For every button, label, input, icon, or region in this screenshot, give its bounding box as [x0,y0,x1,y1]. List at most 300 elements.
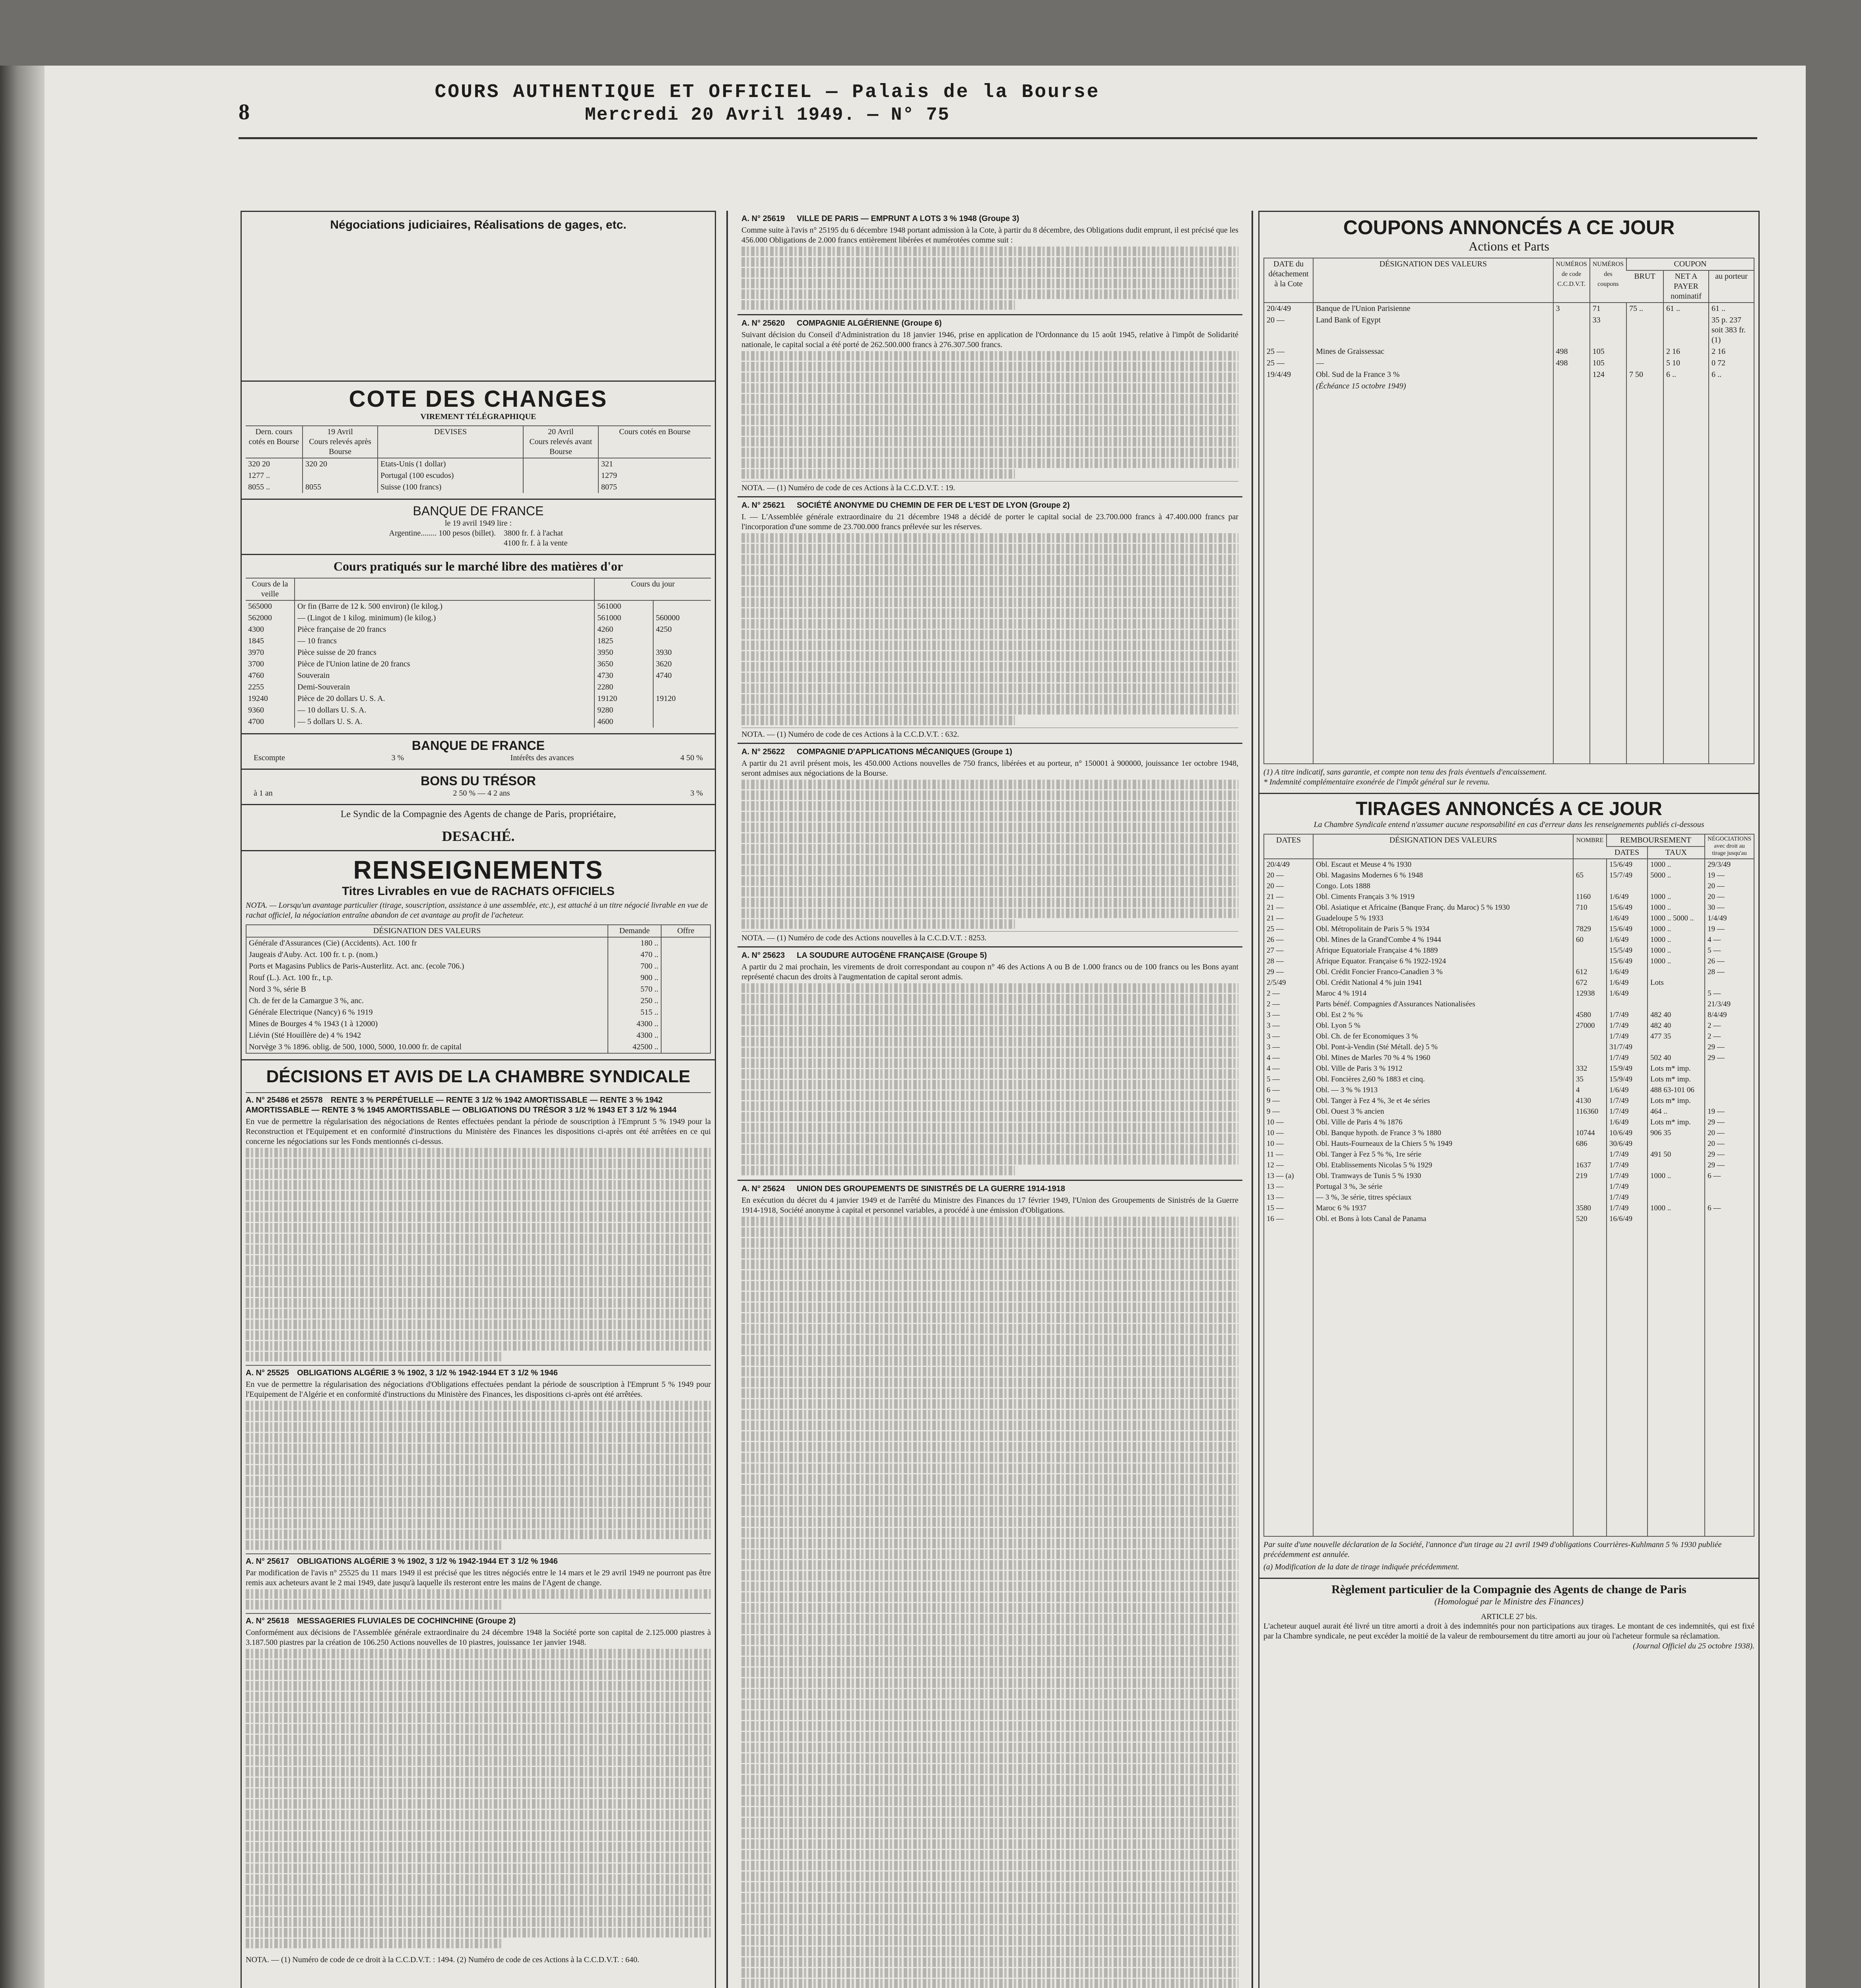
renseignements-row [246,1018,710,1030]
tirage-cell-date: 13 — [1267,1182,1284,1191]
tirage-cell-n: 60 [1573,934,1607,945]
avis-text-line [246,1670,711,1680]
or-cell-d: — 10 dollars U. S. A. [295,705,594,716]
or-cell-j2 [653,681,711,693]
tirage-row [1264,967,1754,977]
tirage-cell-n [1573,859,1607,870]
rens-design: Jaugeais d'Auby. Act. 100 fr. t. p. (nom.) [249,950,378,959]
tirage-row [1264,1181,1754,1192]
tirage-cell-ng: 1/4/49 [1705,913,1754,924]
avis-text-line [246,1810,711,1819]
tirage-cell-d: Obl. Pont-à-Vendin (Sté Métall. de) 5 % [1313,1042,1573,1052]
avances-value: 4 50 % [680,753,703,762]
avis-text-line [741,576,1238,586]
tirage-cell-ng: 6 — [1705,1171,1754,1181]
tirage-cell-n [1573,1052,1607,1063]
tirage-cell-t: 482 40 [1648,1020,1705,1031]
tirage-cell-rd: 1/6/49 [1607,967,1648,977]
avis-text-line [741,1861,1238,1870]
tirage-cell-ng: 19 — [1705,924,1754,934]
avis-text-line [741,1807,1238,1817]
or-row [246,716,711,728]
tirage-cell-t: 1000 .. [1648,891,1705,902]
negociations-title: Négociations judiciaires, Réalisations de gages, etc. [330,218,627,231]
avis-text-line [246,1778,711,1787]
changes-prev: 8055 .. [248,483,270,491]
avis-text-line [741,1914,1238,1924]
tirage-cell-date: 9 — [1267,1107,1280,1116]
tirage-row [1264,1128,1754,1138]
tirages-h-nego: NÉGOCIATIONS avec droit au tirage jusqu'au [1705,834,1754,859]
avis-number: A. N° 25620 [741,319,785,328]
avis-text-line [246,1320,711,1329]
tirage-cell-rd: 1/7/49 [1607,1106,1648,1117]
avis-text-line [741,598,1238,607]
avis-text-line [741,1710,1238,1720]
tirage-cell-t [1648,1160,1705,1171]
banque-france-1 [242,500,715,555]
avis-text-line [246,1703,711,1712]
syndic-section [242,805,715,851]
avis-text-line [741,855,1238,864]
tirage-cell-n: 27000 [1573,1020,1607,1031]
avis-text-line [741,1839,1238,1849]
avis-text-line [741,1893,1238,1903]
escompte-value: 3 % [391,753,404,762]
tirage-row [1264,1042,1754,1052]
changes-h-date1: 19 Avril [327,427,353,436]
tirage-row [1264,881,1754,891]
avis-text-line [741,1753,1238,1763]
tirage-cell-ng: 28 — [1705,967,1754,977]
tirage-cell-t [1648,1192,1705,1203]
tirage-cell-date: 4 — [1267,1064,1280,1073]
coupon-row [1264,303,1754,315]
or-cell-j2 [653,635,711,647]
renseignements-row [246,937,710,949]
avis-text-line [741,405,1238,414]
avis-text-line [246,1223,711,1233]
avis-text-line [741,780,1238,789]
coupon-cell-code: 3 [1553,303,1590,315]
avis-block [737,497,1242,744]
or-cell-j1: 3650 [594,658,653,670]
tirage-cell-ng [1705,977,1754,988]
tirage-cell-t [1648,988,1705,999]
rens-demande: 4300 .. [608,1018,661,1030]
or-cell-d: Demi-Souverain [295,681,594,693]
avis-number: A. N° 25618 [246,1617,289,1625]
avis-text-line [741,1292,1238,1301]
renseignements-nota: NOTA. — Lorsqu'un avantage particulier (tirage, souscription, assistance à une assemblée, etc.), est attaché à un titre négocié livrable en vue de rachat officiel, la négociation entraîne abandon de cet avantage au profit de l'acheteur. [246,901,708,920]
tirage-cell-n: 1160 [1573,891,1607,902]
tirage-row [1264,1095,1754,1106]
decision-avis [246,1365,711,1553]
avis-text-line [741,1005,1238,1014]
tirage-row [1264,1213,1754,1224]
tirage-cell-ng: 21/3/49 [1705,999,1754,1010]
or-cell-d: — 5 dollars U. S. A. [295,716,594,728]
tirage-cell-ng: 6 — [1705,1203,1754,1213]
avis-title: UNION DES GROUPEMENTS DE SINISTRÉS DE LA GUERRE 1914-1918 [797,1184,1065,1193]
coupon-cell-d: Obl. Sud de la France 3 % [1313,369,1553,381]
avis-text-line [246,1454,711,1464]
avis-text-line [741,1281,1238,1291]
avis-text-line [741,909,1238,918]
reglement-title: Règlement particulier de la Compagnie des Agents de change de Paris [1331,1583,1686,1596]
avis-text-line [246,1939,502,1948]
tirage-cell-d: Afrique Equatoriale Française 4 % 1889 [1313,945,1573,956]
tirage-cell-n [1573,945,1607,956]
avis-text-line [246,1692,711,1701]
coupon-cell-date: 20/4/49 [1267,304,1291,313]
avis-text-line [246,1508,711,1518]
coupons-h-brut: BRUT [1626,270,1663,303]
tirage-cell-t: 488 63-101 06 [1648,1085,1705,1095]
changes-cote: 1279 [598,470,711,481]
avis-text-line [246,1788,711,1798]
changes-devise: Suisse (100 francs) [378,481,523,493]
tirage-cell-n: 10744 [1573,1128,1607,1138]
coupons-table [1263,258,1754,764]
avis-text-line [246,1234,711,1243]
tirage-row [1264,1203,1754,1213]
tirage-cell-ng: 29 — [1705,1117,1754,1128]
changes-row [246,481,711,493]
tirage-cell-date: 5 — [1267,1075,1280,1083]
header-line1: COURS AUTHENTIQUE ET OFFICIEL — Palais de la Bourse [435,82,1100,103]
avis-text-line [246,1885,711,1895]
tirage-cell-d: Obl. Mines de Marles 70 % 4 % 1960 [1313,1052,1573,1063]
avis-text-line [246,1649,711,1658]
decisions-nota: NOTA. — (1) Numéro de code de ce droit à la C.C.D.V.T. : 1494. (2) Numéro de code de ces Actions à la C.C.D.V.T. : 640. [246,1955,640,1964]
avis-text-line [246,1202,711,1211]
avis-text-line [246,1180,711,1190]
tirage-cell-rd: 1/7/49 [1607,1149,1648,1160]
tirage-cell-rd: 16/6/49 [1607,1213,1648,1224]
tirage-cell-rd: 15/9/49 [1607,1063,1648,1074]
avis-text-line [741,1431,1238,1441]
tirage-cell-d: Obl. Ville de Paris 4 % 1876 [1313,1117,1573,1128]
avis-text-line [741,351,1238,361]
avis-text-line [741,1069,1238,1079]
avis-text-line [741,651,1238,661]
avis-text-line [741,415,1238,425]
coupons-title: COUPONS ANNONCÉS A CE JOUR [1343,216,1675,239]
avis-text-line [741,533,1238,543]
or-cell-j1: 2280 [594,681,653,693]
column-divider-2 [1252,211,1253,1988]
tirage-row [1264,1138,1754,1149]
tirage-cell-rd: 1/7/49 [1607,1203,1648,1213]
or-cell-d: Souverain [295,670,594,681]
or-row [246,600,711,612]
changes-prev: 320 20 [248,460,270,468]
coupon-cell-port: 6 .. [1709,369,1754,381]
rens-demande: 180 .. [608,937,661,949]
coupon-cell-nom: 61 .. [1663,303,1709,315]
avis-text-line [741,1882,1238,1892]
avis-text-line [246,1530,711,1539]
avis-text-line [741,1603,1238,1613]
tirage-row [1264,1031,1754,1042]
tirage-cell-date: 10 — [1267,1129,1284,1137]
avis-text-line [246,1352,502,1361]
changes-relev: 8055 [303,481,378,493]
tirage-cell-d: Obl. Ch. de fer Economiques 3 % [1313,1031,1573,1042]
avis-text-line [741,1335,1238,1344]
avis-text-line [741,1474,1238,1484]
coupon-cell-date: 25 — [1267,347,1285,356]
rens-offre [661,1007,710,1018]
tirage-cell-rd: 15/6/49 [1607,902,1648,913]
or-cell-v: 2255 [248,683,264,691]
rens-design: Générale d'Assurances (Cie) (Accidents). Act. 100 fr [249,939,417,947]
avis-text-line [246,1255,711,1265]
or-cell-v: 19240 [248,694,268,703]
coupon-row [1264,346,1754,357]
renseignements-row [246,1030,710,1041]
avis-number: A. N° 25622 [741,747,785,756]
avis-text-line [246,1148,711,1157]
tirage-cell-d: Parts bénéf. Compagnies d'Assurances Nationalisées [1313,999,1573,1010]
tirage-cell-t: 482 40 [1648,1010,1705,1020]
avis-text-line [741,1743,1238,1752]
avis-text-line [741,544,1238,553]
avis-text-line [741,1026,1238,1036]
tirage-cell-t: 1000 .. [1648,934,1705,945]
changes-h-prev: Dern. cours cotés en Bourse [246,426,303,458]
avis-text-line [741,641,1238,650]
decisions-title: DÉCISIONS ET AVIS DE LA CHAMBRE SYNDICALE [266,1067,691,1086]
tirage-cell-t [1648,1138,1705,1149]
avis-text-line [741,1324,1238,1334]
tirage-cell-n: 710 [1573,902,1607,913]
banque2-title: BANQUE DE FRANCE [411,738,545,753]
tirage-cell-n: 35 [1573,1074,1607,1085]
reglement-article: ARTICLE 27 bis. [1481,1612,1537,1621]
or-cell-j1: 4260 [594,624,653,635]
avis-text-line [741,705,1238,714]
coupon-cell-port: 2 16 [1709,346,1754,357]
coupons-h-date: DATE du détachement à la Cote [1264,258,1313,303]
avis-text-line [741,437,1238,447]
avis-text-line [741,1571,1238,1580]
tirage-row [1264,1106,1754,1117]
tirage-cell-ng: 5 — [1705,945,1754,956]
tirage-row [1264,891,1754,902]
tirage-cell-date: 13 — [1267,1193,1284,1202]
tirage-cell-rd: 1/6/49 [1607,988,1648,999]
coupons-note2: * Indemnité complémentaire exonérée de l'impôt général sur le revenu. [1263,778,1490,786]
bons-a: à 1 an [254,789,273,798]
tirage-cell-date: 29 — [1267,968,1284,976]
changes-table [246,425,711,493]
avis-text-line [246,1589,711,1599]
avis-text-line [246,1600,502,1609]
coupon-cell-num: 33 [1590,315,1626,346]
renseignements-subtitle: Titres Livrables en vue de RACHATS OFFICIELS [342,885,615,898]
avis-text-line [741,1904,1238,1913]
coupon-cell-date: 20 — [1267,316,1285,324]
avis-text-line [246,1831,711,1841]
tirage-cell-d: Obl. Est 2 % % [1313,1010,1573,1020]
coupon-cell-nom: 5 10 [1663,357,1709,369]
avis-text-line [741,565,1238,575]
avis-text-line [741,1646,1238,1656]
avis-number: A. N° 25624 [741,1184,785,1193]
tirage-row [1264,870,1754,881]
tirage-cell-ng: 20 — [1705,1138,1754,1149]
coupons-note1: (1) A titre indicatif, sans garantie, et compte non tenu des frais éventuels d'encaissement. [1263,768,1547,777]
tirage-cell-t: Lots m* imp. [1648,1074,1705,1085]
avis-text-line [741,1775,1238,1784]
avis-lead: I. — L'Assemblée générale extraordinaire du 21 décembre 1948 a décidé de porter le capital social de 23.700.000 francs à 47.400.000 francs par l'incorporation d'une somme de 23.700.000 francs prélevée sur les réserves. [741,513,1238,531]
tirage-cell-date: 21 — [1267,914,1284,922]
tirage-cell-t: Lots m* imp. [1648,1063,1705,1074]
tirage-cell-date: 11 — [1267,1150,1284,1159]
coupons-h-num: NUMÉROS des coupons [1590,258,1626,303]
avis-text-line [741,1101,1238,1111]
tirage-cell-n: 4130 [1573,1095,1607,1106]
rens-demande: 515 .. [608,1007,661,1018]
rens-h-demande: Demande [608,925,661,937]
tirages-h-remb: REMBOURSEMENT [1607,834,1705,846]
tirage-cell-rd: 15/7/49 [1607,870,1648,881]
avis-title: MESSAGERIES FLUVIALES DE COCHINCHINE (Groupe 2) [297,1617,516,1625]
tirage-cell-rd: 1/7/49 [1607,1160,1648,1171]
avis-text-line [741,426,1238,436]
or-row [246,681,711,693]
avis-block [737,1181,1242,1988]
or-row [246,635,711,647]
coupon-cell-nom [1663,315,1709,346]
avis-lead: En exécution du décret du 4 janvier 1949 et de l'arrêté du Ministre des Finances du 17 février 1949, l'Union des Groupements de Sinistrés de la Guerre 1914-1918, Société anonyme à capital et personnel variables, a procédé à une émission d'Obligations. [741,1196,1238,1215]
tirage-cell-date: 3 — [1267,1021,1280,1030]
avis-text-line [741,994,1238,1004]
avis-text-line [741,279,1238,288]
column-3 [1258,211,1760,1988]
avis-title: OBLIGATIONS ALGÉRIE 3 % 1902, 3 1/2 % 1942-1944 ET 3 1/2 % 1946 [297,1369,558,1377]
tirage-cell-date: 16 — [1267,1215,1284,1223]
coupon-cell-code [1553,369,1590,381]
avis-nota: NOTA. — (1) Numéro de code de ces Actions à la C.C.D.V.T. : 632. [741,728,1238,740]
avis-text-line [741,919,1015,929]
rens-design: Rouf (L.). Act. 100 fr., t.p. [249,973,333,982]
tirage-cell-ng: 8/4/49 [1705,1010,1754,1020]
banque1-title: BANQUE DE FRANCE [413,504,544,518]
avis-text-line [741,1123,1238,1132]
avis-text-line [741,1947,1238,1956]
avis-nota: NOTA. — (1) Numéro de code des Actions nouvelles à la C.C.D.V.T. : 8253. [741,931,1238,943]
changes-cote: 321 [598,458,711,470]
renseignements-title: RENSEIGNEMENTS [353,856,604,884]
changes-devise: Portugal (100 escudos) [378,470,523,481]
avis-text-line [246,1159,711,1168]
avis-number: A. N° 25623 [741,951,785,960]
rens-offre [661,972,710,984]
avis-title: COMPAGNIE ALGÉRIENNE (Groupe 6) [797,319,942,328]
tirage-cell-d: Obl. Hauts-Fourneaux de la Chiers 5 % 1949 [1313,1138,1573,1149]
renseignements-row [246,995,710,1007]
reglement-section [1259,1579,1758,1655]
tirage-cell-ng: 20 — [1705,881,1754,891]
tirages-h-rdates: DATES [1607,846,1648,859]
tirage-cell-d: Obl. Foncières 2,60 % 1883 et cinq. [1313,1074,1573,1085]
avis-text-line [246,1713,711,1723]
avis-text-line [741,1155,1238,1165]
or-h-jour: Cours du jour [594,578,711,600]
tirage-cell-n [1573,999,1607,1010]
avis-lead: A partir du 21 avril présent mois, les 450.000 Actions nouvelles de 750 francs, libérées et au porteur, n° 150001 à 900000, jouissance 1er octobre 1948, seront admises aux négociations de la Bourse. [741,759,1238,778]
tirage-cell-t: 906 35 [1648,1128,1705,1138]
decision-avis [246,1092,711,1365]
coupons-echeance: (Échéance 15 octobre 1949) [1316,382,1406,390]
tirage-cell-ng: 4 — [1705,934,1754,945]
syndic-line: Le Syndic de la Compagnie des Agents de change de Paris, propriétaire, [340,809,616,819]
rens-offre [661,995,710,1007]
tirage-cell-rd [1607,881,1648,891]
tirage-cell-ng [1705,1063,1754,1074]
tirage-cell-rd: 15/9/49 [1607,1074,1648,1085]
renseignements-row [246,1007,710,1018]
coupon-cell-nom: 6 .. [1663,369,1709,381]
rens-design: Liévin (Sté Houillère de) 4 % 1942 [249,1031,361,1040]
changes-subtitle: VIREMENT TÉLÉGRAPHIQUE [420,412,536,421]
avis-text-line [741,1979,1238,1988]
tirage-cell-d: Obl. Crédit National 4 % juin 1941 [1313,977,1573,988]
tirage-cell-ng: 2 — [1705,1031,1754,1042]
tirage-row [1264,902,1754,913]
coupon-cell-port: 61 .. [1709,303,1754,315]
tirage-cell-d: Obl. Ville de Paris 3 % 1912 [1313,1063,1573,1074]
avis-lead: Conformément aux décisions de l'Assemblée générale extraordinaire du 24 décembre 1948 la Société porte son capital de 2.125.000 piastres à 3.187.500 piastres par la création de 106.250 Actions nouvelles de 10 piastres, jouissance 1er janvier 1948. [246,1628,711,1647]
changes-h-date2: 20 Avril [548,427,574,436]
tirages-h-dates: DATES [1264,834,1313,859]
tirage-cell-rd: 1/6/49 [1607,934,1648,945]
avances-label: Intérêts des avances [510,753,574,762]
tirage-cell-d: Obl. Lyon 5 % [1313,1020,1573,1031]
tirage-cell-d: Obl. Ciments Français 3 % 1919 [1313,891,1573,902]
tirage-cell-d: Portugal 3 %, 3e série [1313,1181,1573,1192]
tirage-cell-rd: 10/6/49 [1607,1128,1648,1138]
avis-text-line [741,1829,1238,1838]
tirage-cell-n: 686 [1573,1138,1607,1149]
avis-title: VILLE DE PARIS — EMPRUNT A LOTS 3 % 1948 (Groupe 3) [797,214,1019,223]
coupon-cell-nom: 2 16 [1663,346,1709,357]
or-cell-j1: 9280 [594,705,653,716]
avis-text-line [246,1487,711,1496]
negociations-section [242,212,715,382]
tirage-cell-rd: 15/5/49 [1607,945,1648,956]
tirage-cell-n: 612 [1573,967,1607,977]
or-cell-v: 4700 [248,717,264,726]
coupon-row [1264,357,1754,369]
rens-demande: 250 .. [608,995,661,1007]
tirage-cell-rd: 1/7/49 [1607,1095,1648,1106]
or-cell-j1: 4600 [594,716,653,728]
header-line2: Mercredi 20 Avril 1949. — N° 75 [585,105,950,125]
or-cell-d: — (Lingot de 1 kilog. minimum) (le kilog.) [295,612,594,624]
coupon-cell-date: 25 — [1267,359,1285,367]
tirage-cell-rd: 15/6/49 [1607,956,1648,967]
tirage-cell-t: 5000 .. [1648,870,1705,881]
avis-text-line [741,1872,1238,1881]
avis-text-line [741,1796,1238,1806]
rens-offre [661,984,710,995]
avis-text-line [741,362,1238,371]
avis-text-line [246,1799,711,1809]
